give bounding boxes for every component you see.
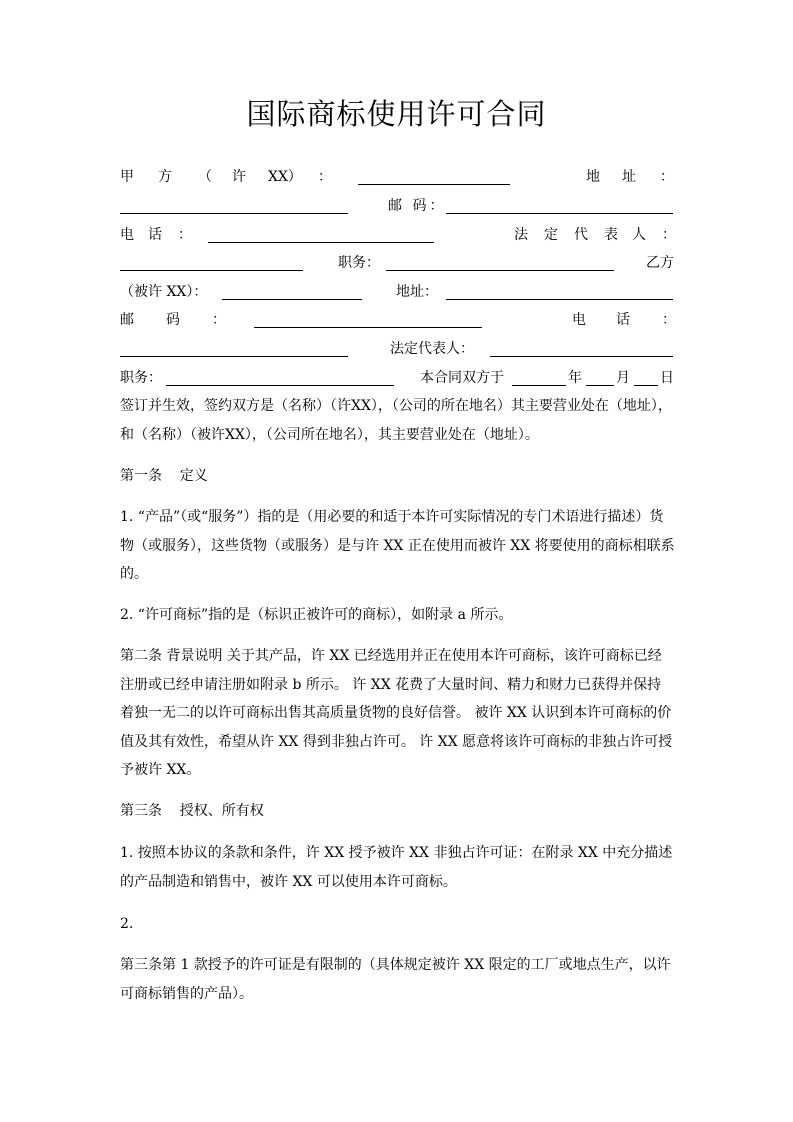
- party-b-postcode-line: [120, 306, 676, 334]
- party-a-line: [120, 163, 673, 191]
- agreement-date-label: 本合同双方于: [420, 370, 504, 386]
- address-label-2: 址: [622, 169, 636, 185]
- article-3-clause-2: 2.: [120, 916, 134, 932]
- phone-label-1: 电: [120, 227, 134, 243]
- postcode-label-1: 邮: [120, 312, 134, 328]
- year-label: 年: [568, 370, 582, 386]
- party-a-colon: ：: [318, 169, 332, 185]
- party-a-label-2: 方: [158, 169, 172, 185]
- party-b-address-label: 地址：: [396, 284, 438, 300]
- address-colon: ：: [660, 169, 674, 185]
- party-b-postcode-blank[interactable]: [254, 309, 482, 328]
- month-label: 月: [616, 370, 630, 386]
- party-b-position-label: 职务：: [120, 370, 162, 386]
- rep-label-3: 代: [574, 227, 588, 243]
- position-label: 职务：: [338, 255, 380, 271]
- party-a-postcode-blank[interactable]: [446, 195, 673, 214]
- phone-colon: ：: [178, 227, 192, 243]
- party-b-phone-label-1: 电: [572, 312, 586, 328]
- intro-paragraph: 签订并生效，签约双方是（名称）（许XX），（公司的所在地名）其主要营业处在（地址），和（名称）（被许XX），（公司所在地名），其主要营业处在（地址）。: [120, 398, 672, 443]
- article-1-clause-2: 2. “许可商标”指的是（标识正被许可的商标），如附录 a 所示。: [120, 607, 513, 623]
- party-a-address-blank[interactable]: [120, 195, 348, 214]
- article-3-clause-1: 1. 按照本协议的条款和条件，许 XX 授予被许 XX 非独占许可证：在附录 XX 中充分描述的产品制造和销售中，被许 XX 可以使用本许可商标。: [120, 845, 673, 890]
- party-a-rep-blank[interactable]: [120, 252, 303, 271]
- phone-rep-line: [120, 221, 676, 249]
- date-day-blank[interactable]: [634, 367, 658, 386]
- rep-label-4: 表: [604, 227, 618, 243]
- phone-label-2: 话: [148, 227, 162, 243]
- party-b-rep-label: 法定代表人：: [390, 341, 474, 357]
- position-line: [120, 249, 673, 277]
- party-b-rep-line: [120, 335, 673, 363]
- party-b-phone-label-2: 话: [616, 312, 630, 328]
- date-year-blank[interactable]: [512, 367, 566, 386]
- article-3-heading: 第三条 授权、所有权: [120, 803, 264, 819]
- party-b-position-date-line: [120, 364, 673, 392]
- party-b-name-blank[interactable]: [222, 281, 362, 300]
- rep-colon: ：: [662, 227, 676, 243]
- party-a-paren: （: [198, 169, 212, 185]
- article-3-clause-3: 第三条第 1 款授予的许可证是有限制的（具体规定被许 XX 限定的工厂或地点生产，以许可商标销售的产品）。: [120, 957, 671, 1002]
- party-a-phone-blank[interactable]: [208, 224, 434, 243]
- party-b-label: 乙方: [646, 255, 674, 271]
- day-label: 日: [660, 370, 674, 386]
- rep-label-5: 人: [632, 227, 646, 243]
- party-b-phone-colon: ：: [662, 312, 676, 328]
- party-b-position-blank[interactable]: [166, 367, 394, 386]
- address-label-1: 地: [586, 169, 600, 185]
- party-b-line: [120, 278, 673, 306]
- postcode-label: 邮 码：: [388, 198, 447, 214]
- party-b-name-label: （被许 XX）：: [120, 284, 208, 300]
- date-month-blank[interactable]: [586, 367, 614, 386]
- party-a-label-1: 甲: [120, 169, 134, 185]
- postcode-label-2: 码: [166, 312, 180, 328]
- postcode-colon: ：: [212, 312, 226, 328]
- party-b-phone-blank[interactable]: [120, 338, 348, 357]
- article-2-paragraph: 第二条 背景说明 关于其产品，许 XX 已经选用并正在使用本许可商标，该许可商标已经注册或已经申请注册如附录 b 所示。 许 XX 花费了大量时间、精力和财力已获得并保持着独一无二的以许可商标出售其高质量货物的良好信誉。 被许 XX 认识到本许可商标的价值及其有效性，希望从许 XX 得到非独占许可。 许 XX 愿意将该许可商标的非独占许可授予被许 XX。: [120, 648, 673, 778]
- party-b-rep-blank[interactable]: [490, 338, 673, 357]
- party-b-address-blank[interactable]: [446, 281, 673, 300]
- party-a-name-blank[interactable]: [358, 166, 510, 185]
- article-1-clause-1: 1. “产品”（或“服务”）指的是（用必要的和适于本许可实际情况的专门术语进行描述）货物（或服务），这些货物（或服务）是与许 XX 正在使用而被许 XX 将要使用的商标相联系的。: [120, 509, 675, 582]
- address-postcode-line: [120, 192, 673, 220]
- article-1-heading: 第一条 定义: [120, 468, 208, 484]
- rep-label-2: 定: [544, 227, 558, 243]
- party-a-xx: XX）: [268, 169, 302, 185]
- rep-label-1: 法: [514, 227, 528, 243]
- document-title: 国际商标使用许可合同: [246, 97, 547, 131]
- party-a-position-blank[interactable]: [386, 252, 614, 271]
- party-a-xu: 许: [232, 169, 246, 185]
